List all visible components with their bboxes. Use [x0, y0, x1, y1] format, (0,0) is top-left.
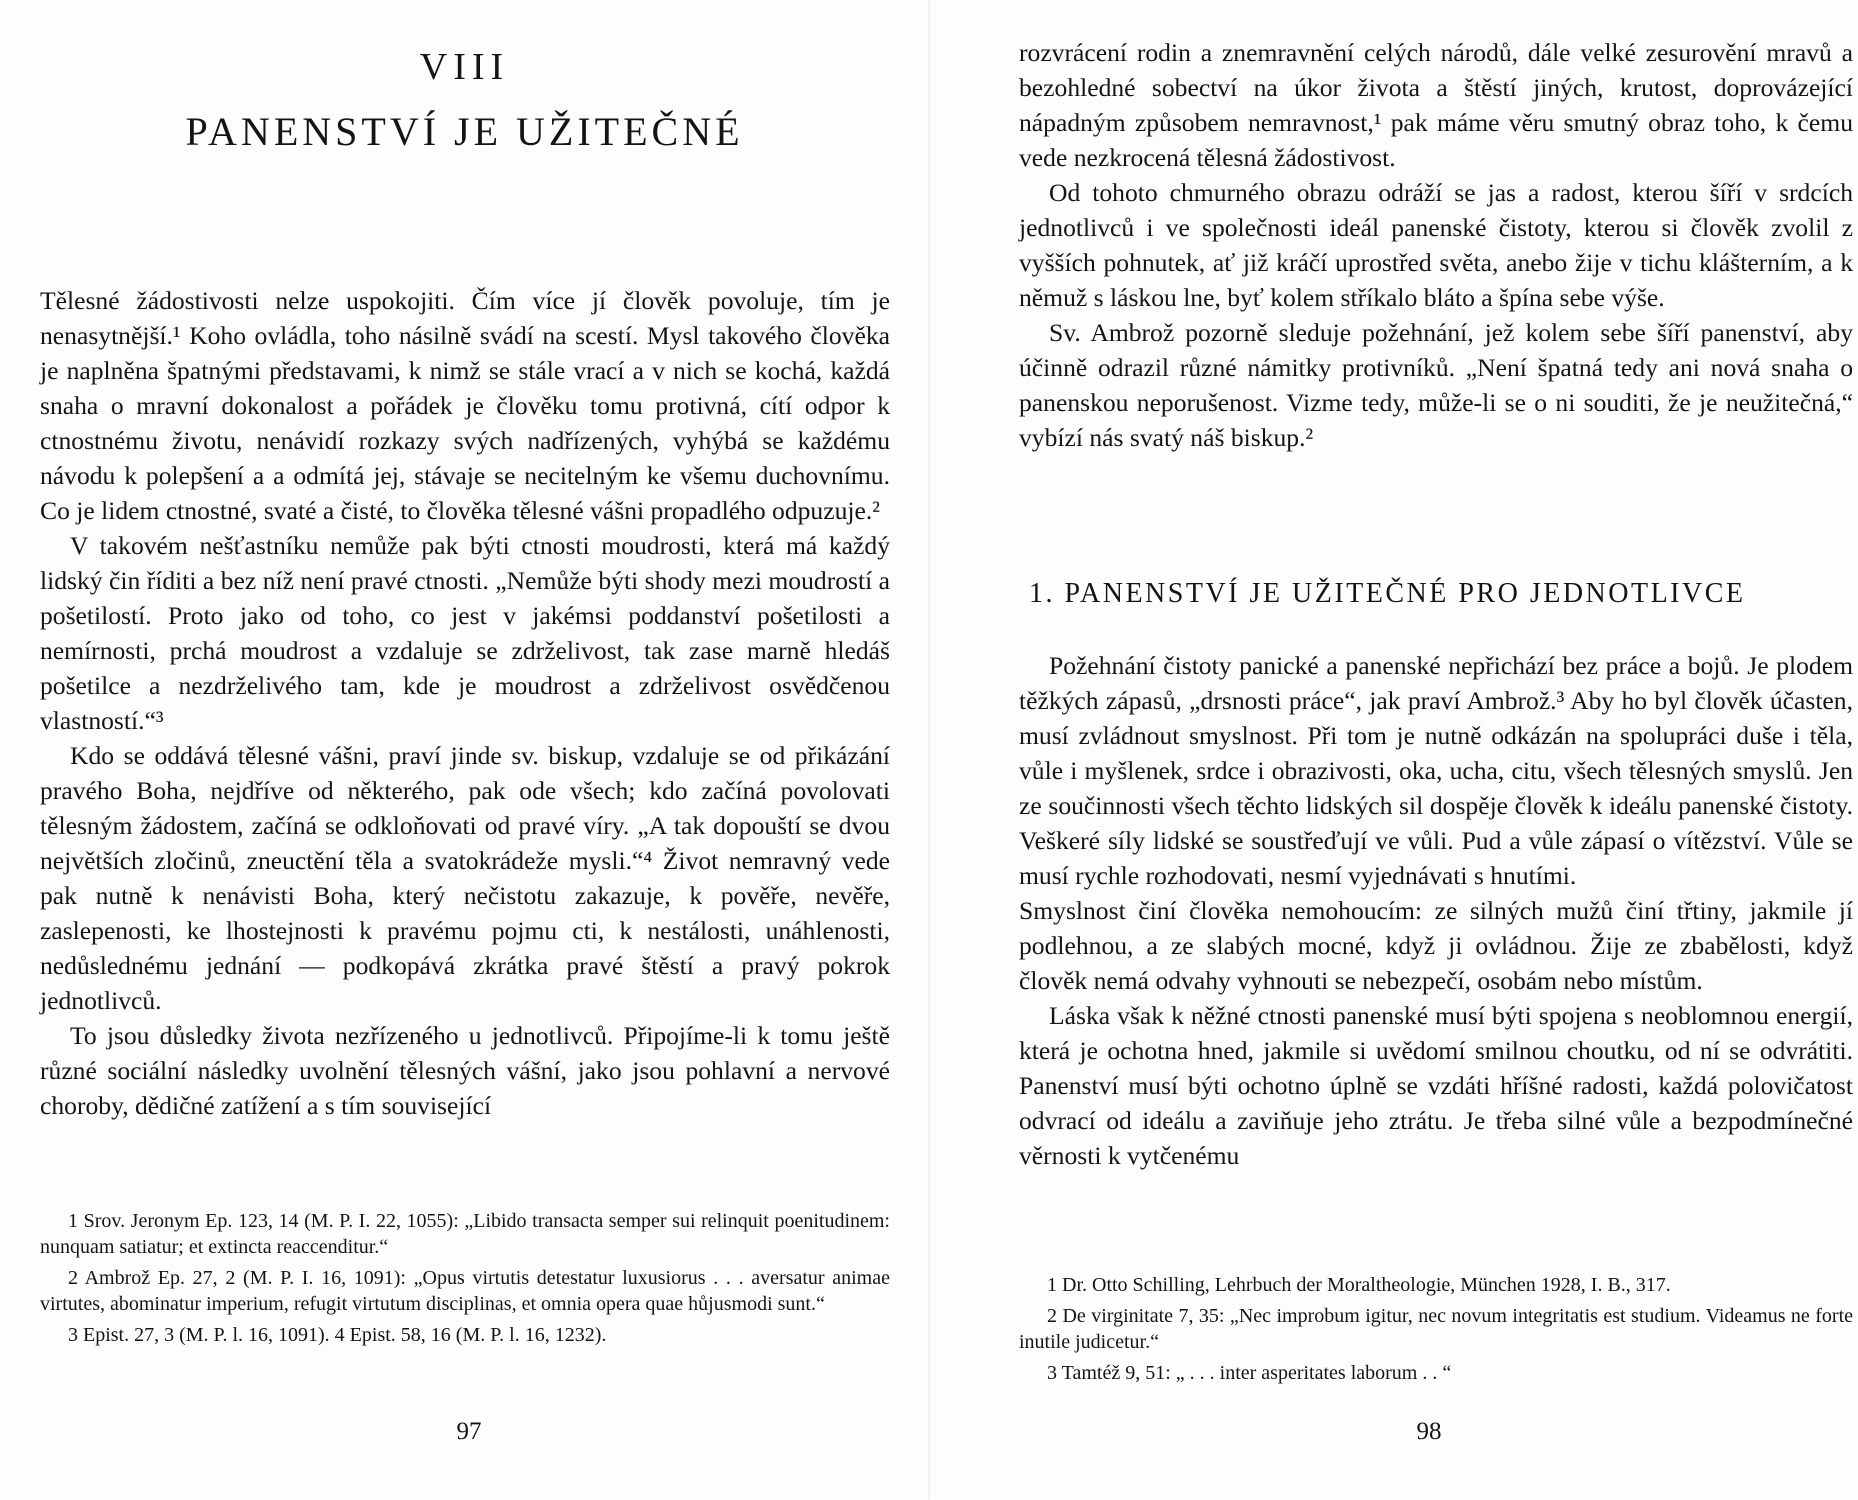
footnote: 2 De virginitate 7, 35: „Nec improbum igitur, nec novum integritatis est studium. Videamus ne forte inutile judicetur.“ [1019, 1305, 1853, 1353]
paragraph: Od tohoto chmurného obrazu odráží se jas a radost, kterou šíří v srdcích jednotlivců i ve společnosti ideál panenské čistoty, kterou si člověk zvolil z vyšších pohnutek, ať již kráčí uprostřed světa, anebo žije v tichu klášterním, a k němuž s láskou lne, byť kolem stříkalo bláto a špína sebe výše. [1019, 178, 1853, 312]
paragraph: Láska však k něžné ctnosti panenské musí býti spojena s neoblomnou energií, která je ochotna hned, jakmile si uvědomí smilnou choutku, od ní se odvrátiti. Panenství musí býti ochotno úplně se vzdáti hříšné radosti, každá polovičatost odvrací od ideálu a zaviňuje jeho ztrátu. Je třeba silné vůle a bezpodmínečné věrnosti k vytčenému [1019, 1001, 1853, 1170]
paragraph: rozvrácení rodin a znemravnění celých národů, dále velké zesurovění mravů a bezohledné sobectví na úkor života a štěstí jiných, krutost, doprovázející nápadným způsobem nemravnost,¹ pak máme věru smutný obraz toho, k čemu vede nezkrocená tělesná žádostivost. [1019, 38, 1853, 172]
right-body-text-top [1019, 35, 1853, 455]
paragraph: Požehnání čistoty panické a panenské nepřichází bez práce a bojů. Je plodem těžkých zápasů, „drsnosti práce“, jak praví Ambrož.³ Aby ho byl člověk účasten, musí zvládnout smyslnost. Při tom je nutně odkázán na spolupráci duše i těla, vůle i myšlenek, srdce i obrazivosti, oka, ucha, citu, všech tělesných smyslů. Jen ze součinnosti všech těchto lidských sil dospěje člověk k ideálu panenské čistoty. Veškeré síly lidské se soustřeďují ve vůli. Pud a vůle zápasí o vítězství. Vůle se musí rychle rozhodovati, nesmí vyjednávati s hnutími. [1019, 651, 1853, 890]
page-number: 98 [1416, 1418, 1442, 1445]
paragraph: Kdo se oddává tělesné vášni, praví jinde sv. biskup, vzdaluje se od přikázání pravého Boha, nejdříve od některého, pak ode všech; kdo začíná povolovati tělesným žádostem, začíná se odkloňovati od pravé víry. „A tak dopouští se dvou největších zločinů, zneuctění těla a svatokrádeže mysli.“⁴ Život nemravný vede pak nutně k nenávisti Boha, který nečistotu zakazuje, k pověře, nevěře, zaslepenosti, ke lhostejnosti k pravému pojmu cti, k nestálosti, unáhlenosti, nedůslednému jednání — podkopává zkrátka pravé štěstí a pravý pokrok jednotlivců. [40, 741, 890, 1015]
footnote: 1 Srov. Jeronym Ep. 123, 14 (M. P. I. 22, 1055): „Libido transacta semper sui relinquit poenitudinem: nunquam satiatur; et extincta reaccenditur.“ [40, 1210, 890, 1258]
footnote: 3 Tamtéž 9, 51: „ . . . inter asperitates laborum . . “ [1047, 1362, 1452, 1384]
left-body-text [40, 283, 890, 1123]
paragraph: Tělesné žádostivosti nelze uspokojiti. Čím více jí člověk povoluje, tím je nenasytnější.¹ Koho ovládla, toho násilně svádí na scestí. Mysl takového člověka je naplněna špatnými představami, k nimž se stále vrací a v nich se kochá, každá snaha o mravní dokonalost a pořádek je člověku tomu protivná, cítí odpor k ctnostnému životu, nenávidí rozkazy svých nadřízených, vyhýbá se každému návodu k polepšení a a odmítá jej, stávaje se necitelným ke všemu duchovnímu. Co je lidem ctnostné, svaté a čisté, to člověka tělesné vášni propadlého odpuzuje.² [40, 286, 890, 525]
paragraph: To jsou důsledky života nezřízeného u jednotlivců. Připojíme-li k tomu ještě různé sociální následky uvolnění tělesných vášní, jako jsou pohlavní a nervové choroby, dědičné zatížení a s tím související [40, 1021, 890, 1120]
left-footnotes [40, 1208, 890, 1353]
right-page [929, 0, 1858, 1500]
paragraph: V takovém nešťastníku nemůže pak býti ctnosti moudrosti, která má každý lidský čin říditi a bez níž není pravé ctnosti. „Nemůže býti shody mezi moudrostí a pošetilostí. Proto jako od toho, co jest v jakémsi poddanství pošetilosti a nemírnosti, prchá moudrost a vzdaluje se zdrželivost, tak zase marně hledáš pošetilce a nezdrželivého tam, kde je moudrost a zdrželivost osvědčenou vlastností.“³ [40, 531, 890, 735]
footnote: 1 Dr. Otto Schilling, Lehrbuch der Moraltheologie, München 1928, I. B., 317. [1047, 1274, 1671, 1296]
paragraph: Sv. Ambrož pozorně sleduje požehnání, jež kolem sebe šíří panenství, aby účinně odrazil různé námitky protivníků. „Není špatná tedy ani nová snaha o panenskou neporušenost. Vizme tedy, může-li se o ni souditi, že je neužitečná,“ vybízí nás svatý náš biskup.² [1019, 318, 1853, 452]
right-footnotes [1019, 1272, 1853, 1391]
paragraph: Smyslnost činí člověka nemohoucím: ze silných mužů činí třtiny, jakmile jí podlehnou, a ze slabých mocné, když ji ovládnou. Žije ze zbabělosti, když člověk nemá odvahy vyhnouti se nebezpečí, osobám nebo místům. [1019, 896, 1853, 995]
chapter-title: PANENSTVÍ JE UŽITEČNÉ [185, 109, 744, 154]
chapter-number: VIII [419, 46, 510, 88]
footnote: 2 Ambrož Ep. 27, 2 (M. P. I. 16, 1091): „Opus virtutis detestatur luxusiorus . . . aversatur animae virtutes, abominatur imperium, refugit virtutum disciplinas, et omnia opera quae hůjusmodi sunt.“ [40, 1267, 890, 1315]
section-heading: 1. PANENSTVÍ JE UŽITEČNÉ PRO JEDNOTLIVCE [1029, 578, 1746, 609]
page-number: 97 [456, 1418, 482, 1445]
right-body-text-bottom [1019, 648, 1853, 1173]
footnote: 3 Epist. 27, 3 (M. P. l. 16, 1091). 4 Epist. 58, 16 (M. P. l. 16, 1232). [68, 1324, 607, 1346]
